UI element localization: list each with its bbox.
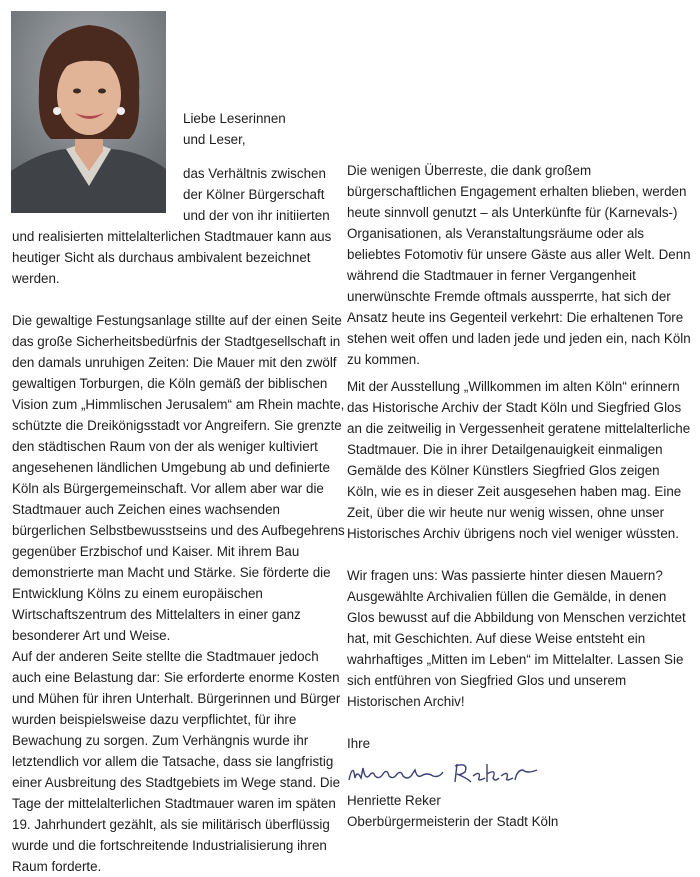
signature <box>347 756 692 788</box>
intro-line-1: das Verhältnis zwischen <box>183 166 326 181</box>
left-column <box>12 226 345 877</box>
portrait-photo <box>11 11 166 213</box>
closing-word: Ihre <box>347 736 371 751</box>
intro-line-3: und der von ihr initiierten <box>183 208 330 223</box>
intro-rest-text: und realisierten mittelalterlichen Stadtmauer kann aus heutiger Sicht als durchaus ambivalent bezeichnet werden. <box>12 229 332 286</box>
right-paragraph-3: Wir fragen uns: Was passierte hinter diesen Mauern? Ausgewählte Archivalien füllen die Gemälde, in denen Glos bewusst auf die Abbildung von Menschen verzichtet hat, mit Geschichten. Auf diese Weise entsteht ein wahrhaftiges „Mitten im Leben“ im Mittelalter. Lassen Sie sich entführen von Siegfried Glos und unserem Historischen Archiv! <box>347 568 686 709</box>
left-paragraph-2: Die gewaltige Festungsanlage stillte auf der einen Seite das große Sicherheitsbedürfnis der Stadtgesellschaft in den damals unruhigen Zeiten: Die Mauer mit den zwölf gewaltigen Torburgen, die Köln gemäß der biblischen Vision zum „Himmlischen Jerusalem“ am Rhein machte, schützte die Dreikönigsstadt vor Angreifern. Sie grenzte den städtischen Raum von der als weniger kultiviert angesehenen ländlichen Umgebung ab und definierte Köln als Bürgergemeinschaft. Vor allem aber war die Stadtmauer auch Zeichen eines wachsenden bürgerlichen Selbstbewusstseins und des Aufbegehrens gegenüber Erzbischof und Kaiser. Mit ihrem Bau demonstrierte man Macht und Stärke. Sie förderte die Entwicklung Kölns zu einem europäischen Wirtschaftszentrum des Mittelalters in einer ganz besonderer Art und Weise. <box>12 313 345 643</box>
intro-indented-lines <box>183 163 348 226</box>
intro-line-2: der Kölner Bürgerschaft <box>183 187 325 202</box>
left-paragraph-3: Auf der anderen Seite stellte die Stadtmauer jedoch auch eine Belastung dar: Sie erforderte enorme Kosten und Mühen für ihren Unterhalt. Bürgerinnen und Bürger wurden beispielsweise dazu verpflichtet, für ihre Bewachung zu sorgen. Zum Verhängnis wurde ihr letztendlich vor allem die Tatsache, dass sie langfristig einer Ausbreitung des Stadtgebiets im Wege stand. Die Tage der mittelalterlichen Stadtmauer waren im späten 19. Jahrhundert gezählt, als sie militärisch überflüssig wurde und die fortschreitende Industrialisierung ihren Raum forderte. <box>12 649 341 874</box>
right-paragraph-1: Die wenigen Überreste, die dank großem bürgerschaftlichen Engagement erhalten blieben, werden heute sinnvoll genutzt – als Unterkünfte für (Karnevals-) Organisationen, als Veranstaltungsräume oder als beliebtes Fotomotiv für unsere Gäste aus aller Welt. Denn während die Stadtmauer in ferner Vergangenheit unerwünschte Fremde oftmals aussperrte, hat sich der Ansatz heute ins Gegenteil verkehrt: Die erhaltenen Tore stehen weit offen und laden jede und jeden ein, nach Köln zu kommen. <box>347 163 691 367</box>
signatory-title: Oberbürgermeisterin der Stadt Köln <box>347 814 559 829</box>
greeting-text: Liebe Leserinnen und Leser, <box>183 111 286 147</box>
right-paragraph-2: Mit der Ausstellung „Willkommen im alten Köln“ erinnern das Historische Archiv der Stadt Köln und Siegfried Glos an die zeitweilig in Vergessenheit geratene mittelalterliche Stadtmauer. Die in ihrer Detailgenauigkeit einmaligen Gemälde des Kölner Künstlers Siegfried Glos zeigen Köln, wie es in dieser Zeit ausgesehen haben mag. Eine Zeit, über die wir heute nur wenig wissen, ohne unser Historisches Archiv übrigens noch viel weniger wüssten. <box>347 379 691 541</box>
signatory-name: Henriette Reker <box>347 793 441 808</box>
greeting <box>183 108 343 150</box>
signature-scribble-icon <box>347 756 547 788</box>
